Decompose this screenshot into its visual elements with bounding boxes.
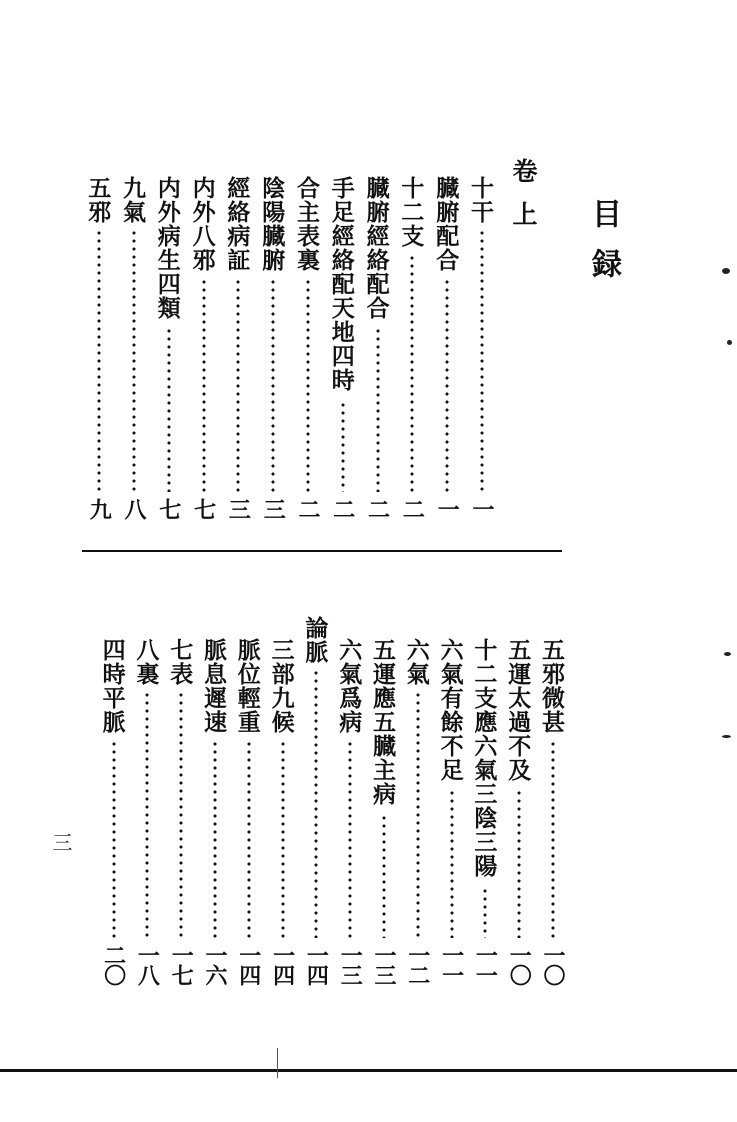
toc-entry-title: 六氣有餘不足 [436, 638, 464, 782]
leader-dots [551, 740, 555, 938]
toc-page-number: 二 [295, 498, 321, 518]
toc-page-number: 一一 [438, 944, 465, 984]
scan-speck [727, 340, 732, 345]
bottom-rule [0, 1069, 737, 1072]
toc-page-number: 二 [329, 498, 356, 518]
toc-page-number: 二 [364, 498, 391, 518]
leader-dots [314, 669, 318, 938]
leader-dots [517, 789, 521, 938]
leader-dots [202, 278, 206, 492]
toc-entry-title: 五運太過不及 [504, 638, 532, 782]
leader-dots [271, 278, 275, 492]
section-divider [82, 550, 562, 552]
leader-dots [213, 740, 217, 938]
leader-dots [145, 691, 149, 938]
toc-page-number: 一七 [168, 944, 195, 984]
leader-dots [132, 229, 136, 492]
toc-page-number: 二〇 [100, 944, 127, 984]
leader-dots [480, 229, 484, 492]
leader-dots [97, 229, 101, 492]
toc-entry-title: 陰陽臓腑 [258, 176, 286, 272]
toc-page-number: 一八 [134, 944, 161, 984]
leader-dots [416, 691, 420, 938]
toc-entry-title: 十二支應六氣三陰三陽 [470, 638, 498, 878]
toc-entry-title: 内外八邪 [188, 176, 216, 272]
toc-entry-title: 脈位輕重 [233, 638, 261, 734]
toc-page-number: 七 [155, 498, 182, 518]
toc-entry-title: 十二支 [397, 176, 425, 248]
toc-entry-title: 經絡病証 [223, 176, 251, 272]
toc-page-number: 一四 [235, 944, 262, 984]
toc-entry-title: 合主表裏 [293, 176, 320, 272]
toc-entry-title: 五運應五臓主病 [369, 638, 396, 806]
toc-page-number: 三 [260, 498, 287, 518]
toc-page-number: 一六 [202, 944, 228, 984]
leader-dots [445, 278, 449, 492]
toc-entry-title: 五邪 [84, 176, 112, 224]
toc-entry-title: 九氣 [119, 176, 146, 224]
leader-dots [483, 887, 487, 938]
leader-dots [167, 327, 171, 492]
binding-mark [277, 1048, 278, 1078]
toc-page-number: 九 [86, 498, 113, 518]
scan-speck [722, 268, 730, 274]
toc-page-number: 一三 [371, 944, 397, 984]
toc-entry-title: 手足經絡配天地四時 [327, 176, 355, 392]
leader-dots [112, 740, 116, 938]
toc-page-number: 三 [225, 498, 252, 518]
leader-dots [348, 740, 352, 938]
toc-page-number: 一四 [303, 944, 330, 984]
page-title: 目録 [586, 198, 621, 298]
toc-entry-title: 論脈 [301, 616, 329, 664]
toc-entry-title: 六氣爲病 [335, 638, 363, 734]
scan-speck [722, 735, 731, 738]
toc-page-number: 一三 [337, 944, 364, 984]
leader-dots [236, 278, 240, 492]
toc-page-number: 一 [434, 498, 461, 518]
leader-dots [450, 789, 454, 938]
leader-dots [247, 740, 251, 938]
toc-entry-title: 四時平脈 [98, 638, 126, 734]
toc-entry-title: 脈息遲速 [200, 638, 227, 734]
toc-page-number: 二 [399, 498, 426, 518]
toc-entry-title: 臓腑配合 [432, 176, 460, 272]
leader-dots [382, 814, 386, 939]
toc-page-number: 八 [121, 498, 147, 518]
volume-heading: 卷上 [509, 158, 538, 244]
page-folio: 三 [49, 832, 73, 852]
toc-entry-title: 八裏 [132, 638, 160, 686]
toc-page-number: 一四 [269, 944, 296, 984]
toc-entry-title: 五邪微甚 [538, 638, 565, 734]
toc-entry-title: 七表 [166, 638, 194, 686]
toc-page-number: 一 [469, 498, 495, 518]
leader-dots [306, 278, 310, 492]
toc-page-number: 一〇 [540, 944, 566, 984]
toc-page-number: 一一 [472, 944, 499, 984]
toc-entry-title: 十干 [467, 176, 494, 224]
toc-entry-title: 内外病生四類 [153, 176, 181, 320]
toc-entry-title: 六氣 [402, 638, 430, 686]
toc-entry-title: 臓腑經絡配合 [362, 176, 390, 320]
toc-page-number: 七 [190, 498, 217, 518]
leader-dots [410, 254, 414, 493]
leader-dots [376, 327, 380, 492]
toc-page-number: 一二 [404, 944, 431, 984]
leader-dots [179, 691, 183, 938]
toc-page-number: 一〇 [506, 944, 533, 984]
toc-entry-title: 三部九候 [267, 638, 295, 734]
leader-dots [341, 401, 345, 493]
leader-dots [281, 740, 285, 938]
scan-speck [724, 652, 731, 656]
